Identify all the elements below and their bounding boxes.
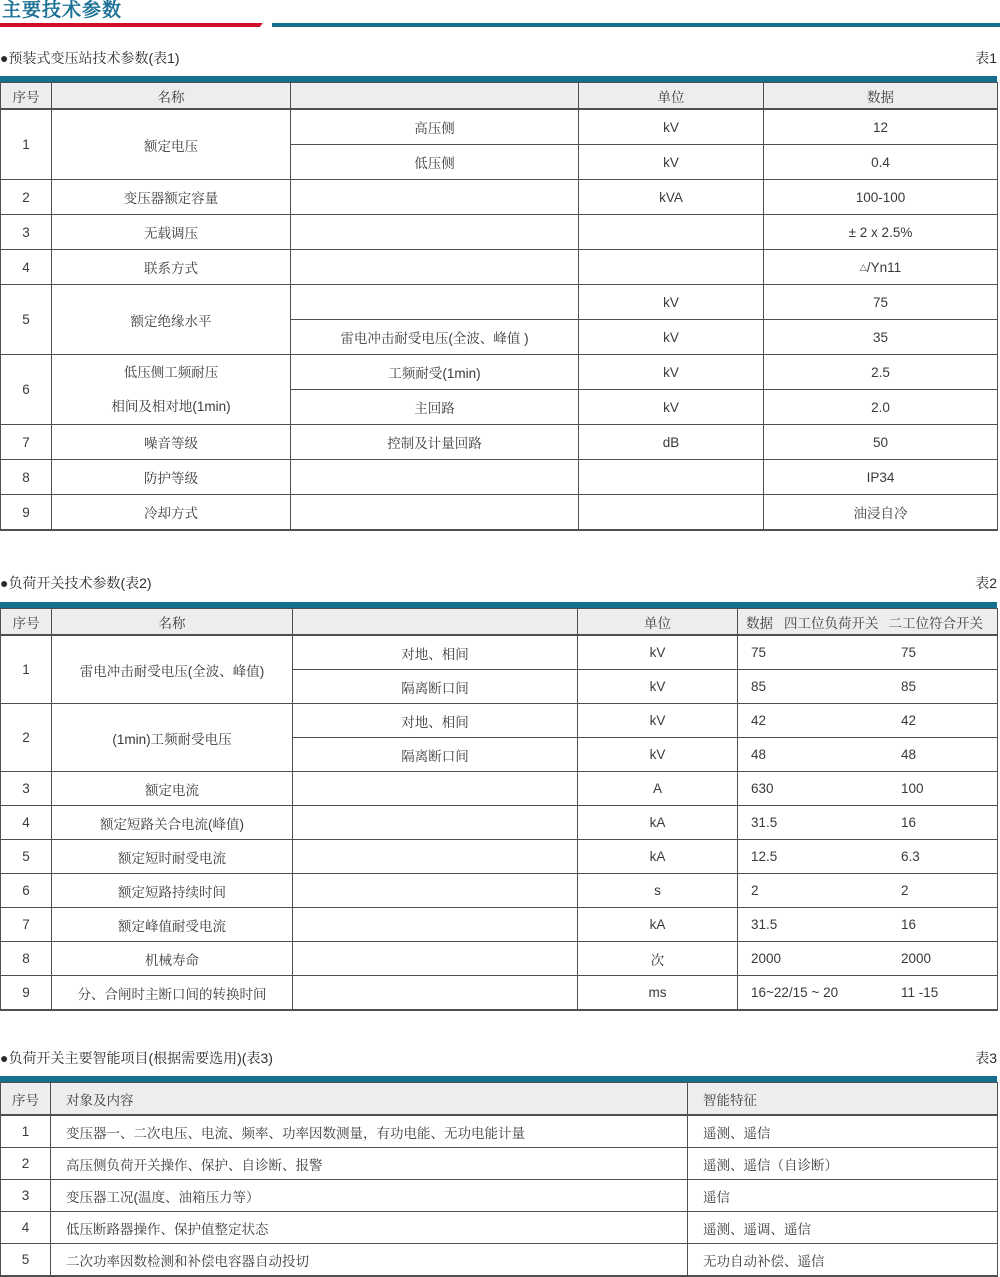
table-row — [1, 495, 998, 531]
header-cell-feature: 智能特征 — [688, 1083, 998, 1116]
cell-name: 防护等级 — [52, 460, 291, 495]
cell-no: 6 — [1, 355, 52, 425]
cell-name: (1min)工频耐受电压 — [52, 704, 293, 772]
cell-sub: 主回路 — [291, 390, 579, 425]
cell-no: 5 — [1, 1244, 51, 1277]
cell-values: 48 48 — [738, 738, 998, 772]
cell-name: 额定峰值耐受电流 — [52, 908, 293, 942]
cell-values: 31.5 16 — [738, 806, 998, 840]
cell-content: 高压侧负荷开关操作、保护、自诊断、报警 — [51, 1148, 688, 1180]
cell-feature: 遥信 — [688, 1180, 998, 1212]
cell-name: 变压器额定容量 — [52, 180, 291, 215]
table3-caption: ●负荷开关主要智能项目(根据需要选用)(表3) — [0, 1050, 273, 1066]
table2-caption-row — [0, 575, 997, 592]
cell-no: 9 — [1, 495, 52, 531]
cell-sub — [291, 495, 579, 531]
cell-no: 7 — [1, 908, 52, 942]
table-row — [1, 215, 998, 250]
table-row — [1, 635, 998, 670]
table-row — [1, 942, 998, 976]
cell-unit — [579, 495, 764, 531]
cell-no: 9 — [1, 976, 52, 1011]
cell-no: 5 — [1, 285, 52, 355]
table2 — [0, 608, 998, 1011]
table-row — [1, 772, 998, 806]
cell-unit — [579, 460, 764, 495]
cell-no: 4 — [1, 806, 52, 840]
cell-unit: kV — [579, 390, 764, 425]
cell-no: 8 — [1, 942, 52, 976]
cell-unit — [579, 215, 764, 250]
table-row — [1, 840, 998, 874]
cell-no: 8 — [1, 460, 52, 495]
cell-sub — [293, 874, 578, 908]
table-row — [1, 460, 998, 495]
cell-data: 35 — [764, 320, 998, 355]
cell-values: 42 42 — [738, 704, 998, 738]
header-cell-no: 序号 — [1, 1083, 51, 1116]
cell-no: 1 — [1, 109, 52, 180]
cell-name: 额定短时耐受电流 — [52, 840, 293, 874]
cell-unit: s — [578, 874, 738, 908]
table-row — [1, 976, 998, 1011]
cell-unit: kV — [579, 355, 764, 390]
header-cell-no: 序号 — [1, 83, 52, 110]
table-row — [1, 109, 998, 145]
cell-no: 1 — [1, 635, 52, 704]
header-cell-name: 名称 — [52, 83, 291, 110]
cell-no: 2 — [1, 704, 52, 772]
cell-values: 31.5 16 — [738, 908, 998, 942]
cell-data: 2.0 — [764, 390, 998, 425]
cell-name: 额定短路持续时间 — [52, 874, 293, 908]
delta-symbol: △ — [859, 261, 867, 272]
title-divider — [0, 23, 1000, 28]
table1-tag: 表1 — [975, 50, 997, 66]
cell-unit: dB — [579, 425, 764, 460]
cell-no: 5 — [1, 840, 52, 874]
divider-red-segment — [0, 23, 264, 27]
cell-name: 额定电压 — [52, 109, 291, 180]
cell-unit: kVA — [579, 180, 764, 215]
cell-values: 12.5 6.3 — [738, 840, 998, 874]
header-cell-content: 对象及内容 — [51, 1083, 688, 1116]
cell-sub: 隔离断口间 — [293, 738, 578, 772]
cell-unit: kV — [578, 635, 738, 670]
cell-name: 分、合闸时主断口间的转换时间 — [52, 976, 293, 1011]
table-row — [1, 1244, 998, 1277]
table1-header-row — [1, 83, 998, 110]
cell-unit: kV — [579, 320, 764, 355]
cell-no: 7 — [1, 425, 52, 460]
table-row — [1, 1180, 998, 1212]
cell-sub — [293, 806, 578, 840]
cell-sub — [291, 180, 579, 215]
table-row — [1, 1212, 998, 1244]
cell-unit: kA — [578, 806, 738, 840]
cell-data: △/Yn11 — [764, 250, 998, 285]
cell-no: 2 — [1, 1148, 51, 1180]
table-row — [1, 1115, 998, 1148]
header-cell-no: 序号 — [1, 609, 52, 636]
header-cell-data-group — [738, 609, 998, 636]
cell-name: 无载调压 — [52, 215, 291, 250]
cell-unit: kV — [579, 285, 764, 320]
cell-data: 100-100 — [764, 180, 998, 215]
cell-unit: kV — [578, 704, 738, 738]
cell-unit: kV — [578, 738, 738, 772]
cell-data: 12 — [764, 109, 998, 145]
table-row — [1, 908, 998, 942]
cell-sub — [293, 976, 578, 1011]
table3-tag: 表3 — [975, 1050, 997, 1066]
header-cell-data: 数据 — [764, 83, 998, 110]
cell-sub: 隔离断口间 — [293, 670, 578, 704]
cell-data: 50 — [764, 425, 998, 460]
cell-name: 额定短路关合电流(峰值) — [52, 806, 293, 840]
cell-name: 额定电流 — [52, 772, 293, 806]
cell-sub: 对地、相间 — [293, 635, 578, 670]
cell-no: 4 — [1, 1212, 51, 1244]
cell-data: 2.5 — [764, 355, 998, 390]
cell-no: 3 — [1, 215, 52, 250]
header-data-label: 数据 — [746, 615, 773, 631]
cell-values: 630 100 — [738, 772, 998, 806]
cell-sub: 雷电冲击耐受电压(全波、峰值 ) — [291, 320, 579, 355]
header-col1-label: 四工位负荷开关 — [784, 615, 879, 631]
cell-sub — [291, 250, 579, 285]
table-row — [1, 1148, 998, 1180]
divider-teal-segment — [272, 23, 1000, 27]
cell-name: 噪音等级 — [52, 425, 291, 460]
cell-sub: 低压侧 — [291, 145, 579, 180]
cell-values: 2000 2000 — [738, 942, 998, 976]
page-title: 主要技术参数 — [2, 0, 123, 21]
cell-name: 联系方式 — [52, 250, 291, 285]
table-row — [1, 355, 998, 390]
cell-sub — [291, 285, 579, 320]
header-cell-sub — [293, 609, 578, 636]
cell-values: 85 85 — [738, 670, 998, 704]
cell-content: 低压断路器操作、保护值整定状态 — [51, 1212, 688, 1244]
cell-feature: 遥测、遥信 — [688, 1115, 998, 1148]
cell-feature: 遥测、遥信（自诊断） — [688, 1148, 998, 1180]
table-row — [1, 285, 998, 320]
cell-sub: 控制及计量回路 — [291, 425, 579, 460]
cell-data: IP34 — [764, 460, 998, 495]
header-cell-sub — [291, 83, 579, 110]
cell-sub: 对地、相间 — [293, 704, 578, 738]
table-row — [1, 704, 998, 738]
cell-name: 额定绝缘水平 — [52, 285, 291, 355]
table-row — [1, 425, 998, 460]
table1-caption-row — [0, 50, 997, 67]
cell-no: 3 — [1, 772, 52, 806]
table2-caption: ●负荷开关技术参数(表2) — [0, 575, 152, 591]
cell-feature: 遥测、遥调、遥信 — [688, 1212, 998, 1244]
cell-unit: ms — [578, 976, 738, 1011]
header-cell-unit: 单位 — [579, 83, 764, 110]
cell-feature: 无功自动补偿、遥信 — [688, 1244, 998, 1277]
cell-no: 6 — [1, 874, 52, 908]
cell-name: 低压侧工频耐压 相间及相对地(1min) — [52, 355, 291, 425]
cell-unit: A — [578, 772, 738, 806]
table2-tag: 表2 — [975, 575, 997, 591]
header-cell-unit: 单位 — [578, 609, 738, 636]
table1-caption: ●预装式变压站技术参数(表1) — [0, 50, 180, 66]
cell-values: 75 75 — [738, 635, 998, 670]
cell-name: 机械寿命 — [52, 942, 293, 976]
cell-data: 75 — [764, 285, 998, 320]
header-col2-label: 二工位符合开关 — [888, 615, 983, 631]
cell-sub — [293, 942, 578, 976]
cell-values: 2 2 — [738, 874, 998, 908]
cell-no: 4 — [1, 250, 52, 285]
cell-no: 3 — [1, 1180, 51, 1212]
table3-caption-row — [0, 1050, 997, 1067]
cell-no: 2 — [1, 180, 52, 215]
table-row — [1, 180, 998, 215]
table1 — [0, 82, 998, 531]
cell-sub — [291, 215, 579, 250]
cell-data: 0.4 — [764, 145, 998, 180]
cell-unit: kV — [579, 145, 764, 180]
header-cell-name: 名称 — [52, 609, 293, 636]
cell-content: 二次功率因数检测和补偿电容器自动投切 — [51, 1244, 688, 1277]
cell-values: 16~22/15 ~ 20 11 -15 — [738, 976, 998, 1011]
table2-header-row — [1, 609, 998, 636]
cell-unit: 次 — [578, 942, 738, 976]
cell-unit: kV — [579, 109, 764, 145]
cell-unit — [579, 250, 764, 285]
table-row — [1, 874, 998, 908]
cell-sub — [293, 772, 578, 806]
cell-data: 油浸自冷 — [764, 495, 998, 531]
cell-name: 雷电冲击耐受电压(全波、峰值) — [52, 635, 293, 704]
cell-name: 冷却方式 — [52, 495, 291, 531]
table3-header-row — [1, 1083, 998, 1116]
cell-sub: 工频耐受(1min) — [291, 355, 579, 390]
cell-sub — [291, 460, 579, 495]
cell-unit: kA — [578, 908, 738, 942]
table3 — [0, 1082, 998, 1277]
cell-no: 1 — [1, 1115, 51, 1148]
cell-data: ± 2 x 2.5% — [764, 215, 998, 250]
cell-sub — [293, 908, 578, 942]
table-row — [1, 806, 998, 840]
cell-sub — [293, 840, 578, 874]
cell-content: 变压器工况(温度、油箱压力等） — [51, 1180, 688, 1212]
cell-sub: 高压侧 — [291, 109, 579, 145]
table-row — [1, 250, 998, 285]
cell-unit: kV — [578, 670, 738, 704]
cell-content: 变压器一、二次电压、电流、频率、功率因数测量，有功电能、无功电能计量 — [51, 1115, 688, 1148]
cell-unit: kA — [578, 840, 738, 874]
